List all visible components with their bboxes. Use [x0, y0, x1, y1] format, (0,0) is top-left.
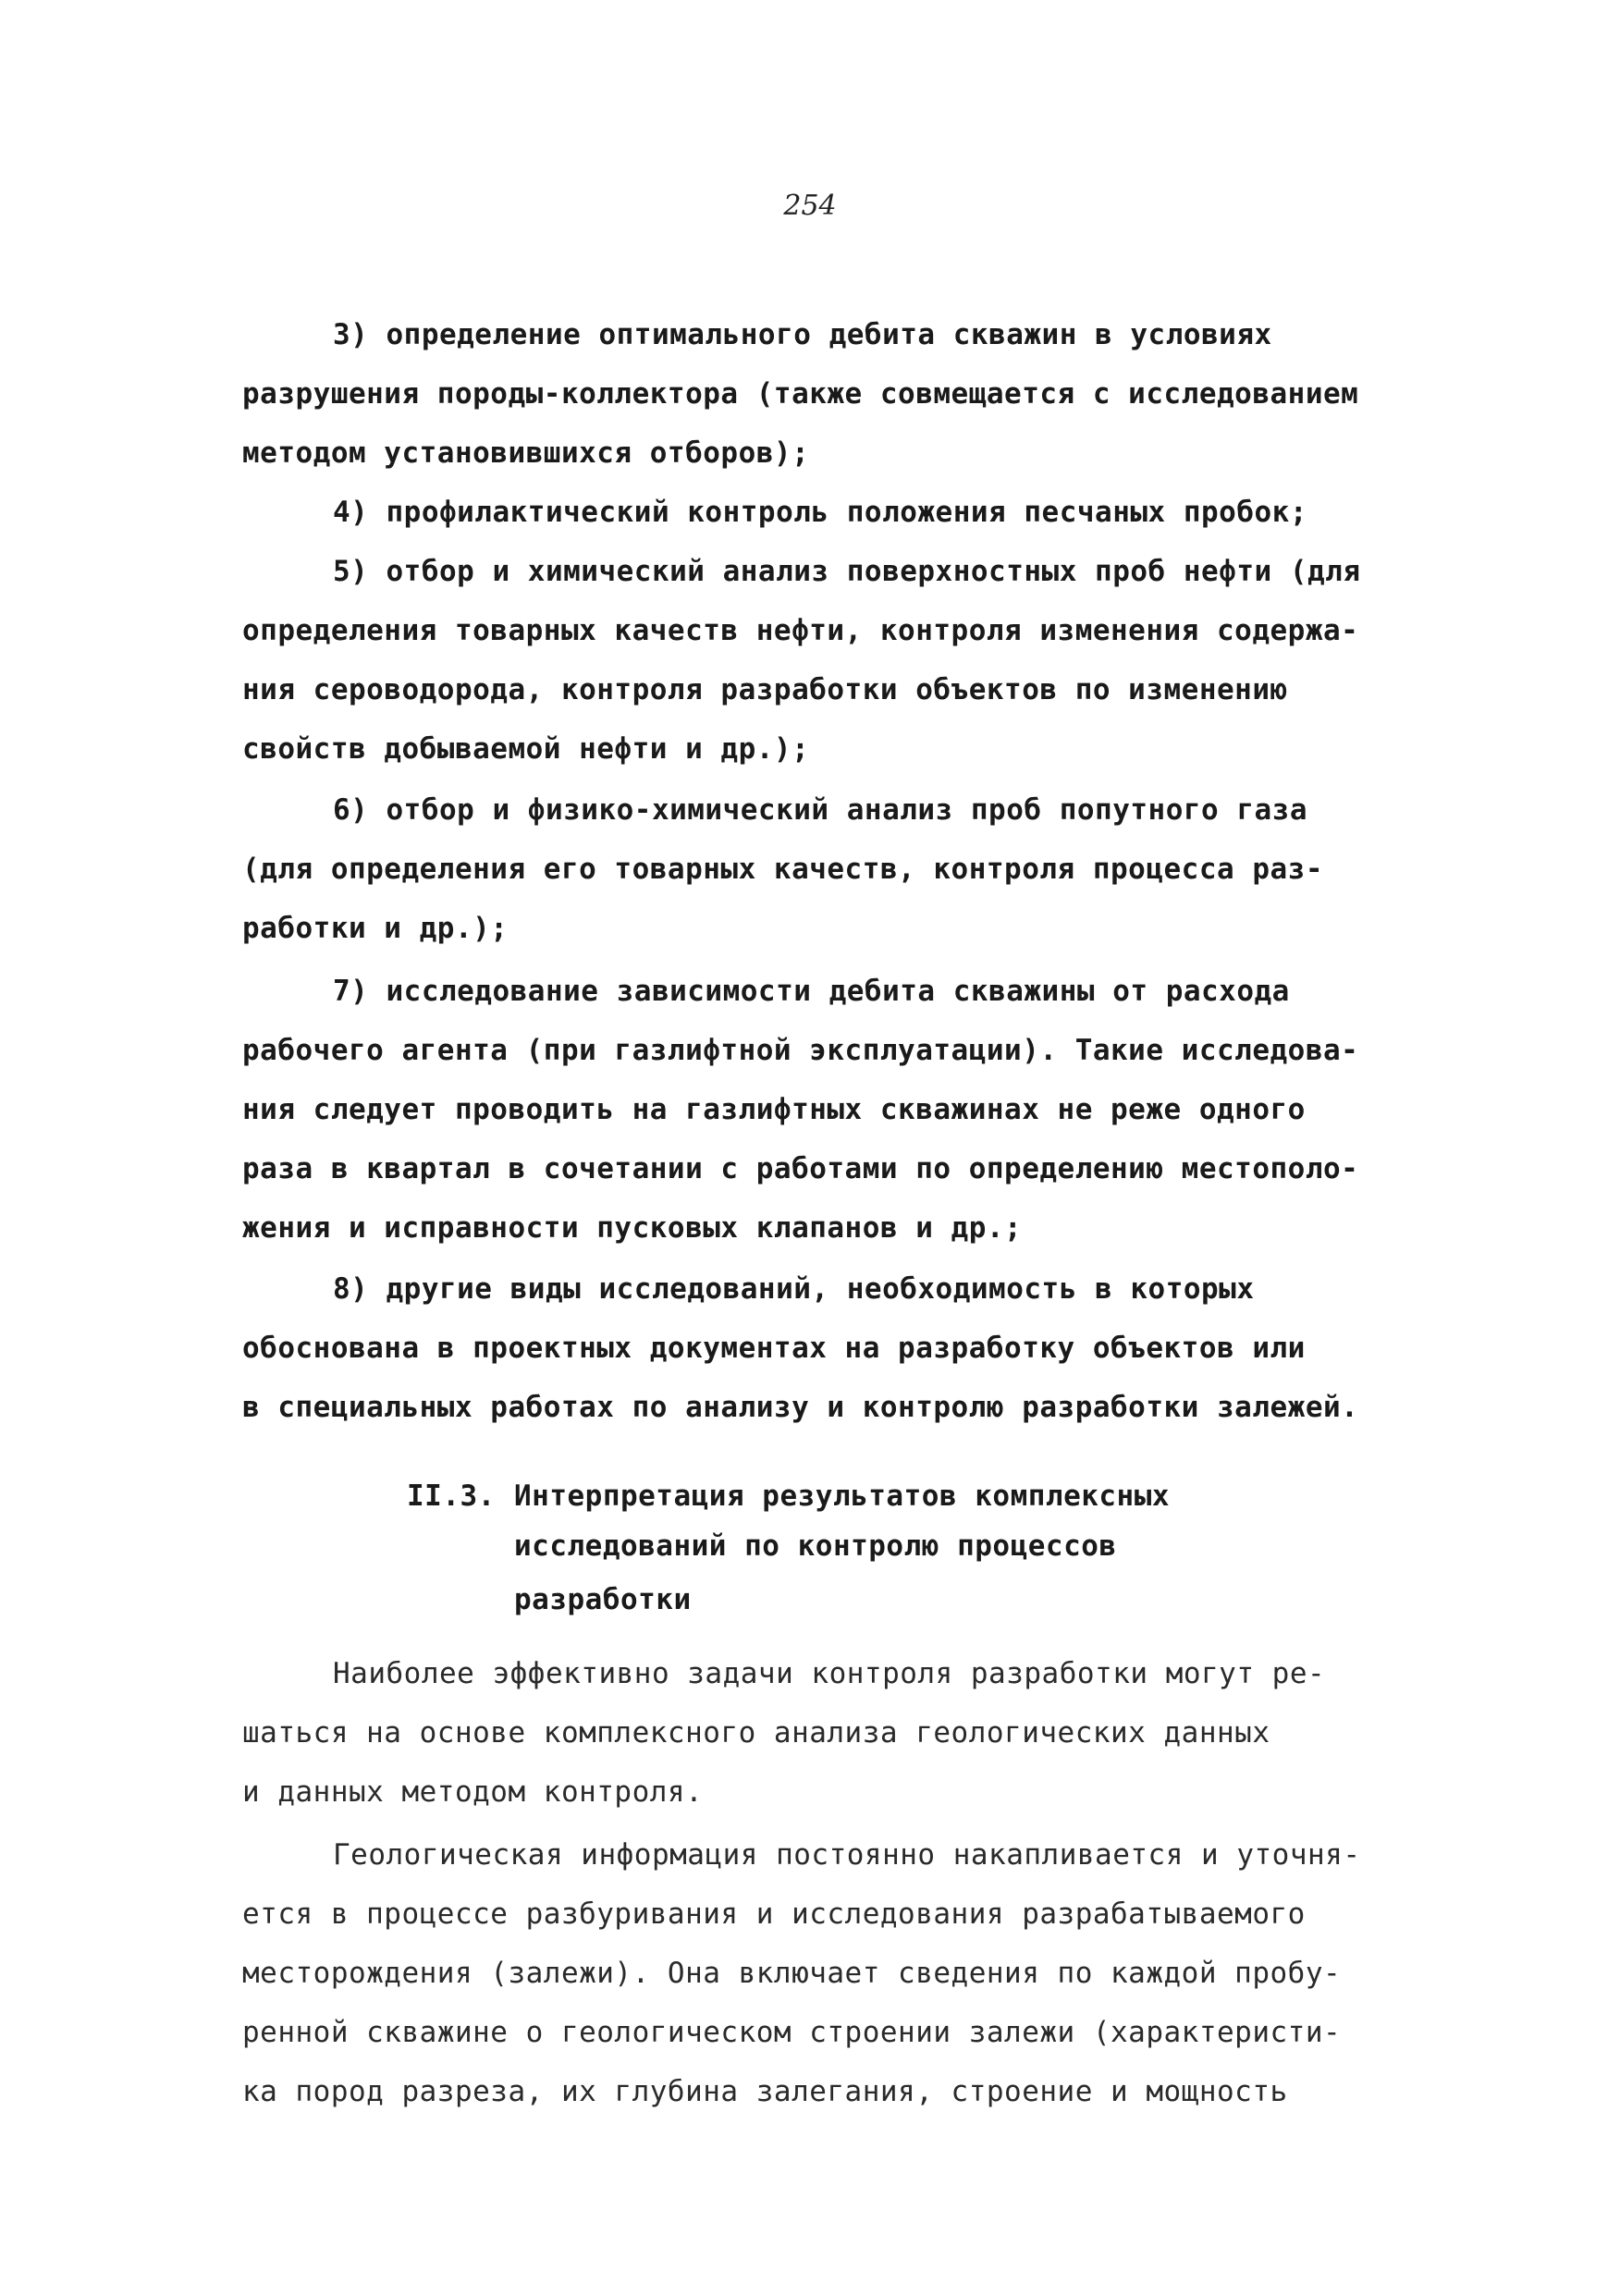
section-title-line-1: Интерпретация результатов комплексных: [514, 1480, 1171, 1513]
list-item-3-line-3: методом установившихся отборов);: [242, 436, 810, 470]
list-item-3-line-2: разрушения породы-коллектора (также совмещается с исследованием: [242, 377, 1359, 411]
list-item-3-line-1: 3) определение оптимального дебита скважин в условиях: [333, 318, 1272, 351]
paragraph-2-line-4: ренной скважине о геологическом строении залежи (характеристи-: [242, 2016, 1342, 2049]
list-item-7-line-2: рабочего агента (при газлифтной эксплуатации). Такие исследова-: [242, 1034, 1359, 1067]
list-item-5-line-3: ния сероводорода, контроля разработки объектов по изменению: [242, 673, 1288, 706]
paragraph-1-line-3: и данных методом контроля.: [242, 1775, 704, 1809]
paragraph-2-line-5: ка пород разреза, их глубина залегания, строение и мощность: [242, 2075, 1288, 2108]
list-item-8-line-3: в специальных работах по анализу и контролю разработки залежей.: [242, 1391, 1359, 1424]
list-item-7-line-3: ния следует проводить на газлифтных скважинах не реже одного: [242, 1093, 1306, 1126]
list-item-8-line-2: обоснована в проектных документах на разработку объектов или: [242, 1332, 1306, 1365]
paragraph-2-line-3: месторождения (залежи). Она включает сведения по каждой пробу-: [242, 1957, 1342, 1990]
list-item-7-line-4: раза в квартал в сочетании с работами по определению местополо-: [242, 1152, 1359, 1185]
section-title-line-2: исследований по контролю процессов: [514, 1529, 1117, 1563]
list-item-6-line-2: (для определения его товарных качеств, контроля процесса раз-: [242, 853, 1323, 886]
list-item-4-line-1: 4) профилактический контроль положения песчаных пробок;: [333, 496, 1307, 529]
list-item-5-line-1: 5) отбор и химический анализ поверхностных проб нефти (для: [333, 555, 1361, 588]
list-item-6-line-1: 6) отбор и физико-химический анализ проб попутного газа: [333, 793, 1307, 827]
list-item-5-line-4: свойств добываемой нефти и др.);: [242, 732, 810, 766]
list-item-8-line-1: 8) другие виды исследований, необходимость в которых: [333, 1272, 1255, 1306]
page-number: 254: [783, 190, 837, 222]
paragraph-2-line-2: ется в процессе разбуривания и исследования разрабатываемого: [242, 1897, 1306, 1931]
paragraph-1-line-1: Наиболее эффективно задачи контроля разработки могут ре-: [333, 1657, 1326, 1690]
paragraph-2-line-1: Геологическая информация постоянно накапливается и уточня-: [333, 1838, 1361, 1872]
list-item-7-line-1: 7) исследование зависимости дебита скважины от расхода: [333, 975, 1290, 1008]
section-title-line-3: разработки: [514, 1583, 692, 1616]
list-item-6-line-3: работки и др.);: [242, 912, 509, 945]
list-item-7-line-5: жения и исправности пусковых клапанов и др.;: [242, 1211, 1023, 1245]
paragraph-1-line-2: шаться на основе комплексного анализа геологических данных: [242, 1716, 1270, 1750]
list-item-5-line-2: определения товарных качеств нефти, контроля изменения содержа-: [242, 614, 1359, 647]
section-number: II.3.: [407, 1480, 496, 1513]
